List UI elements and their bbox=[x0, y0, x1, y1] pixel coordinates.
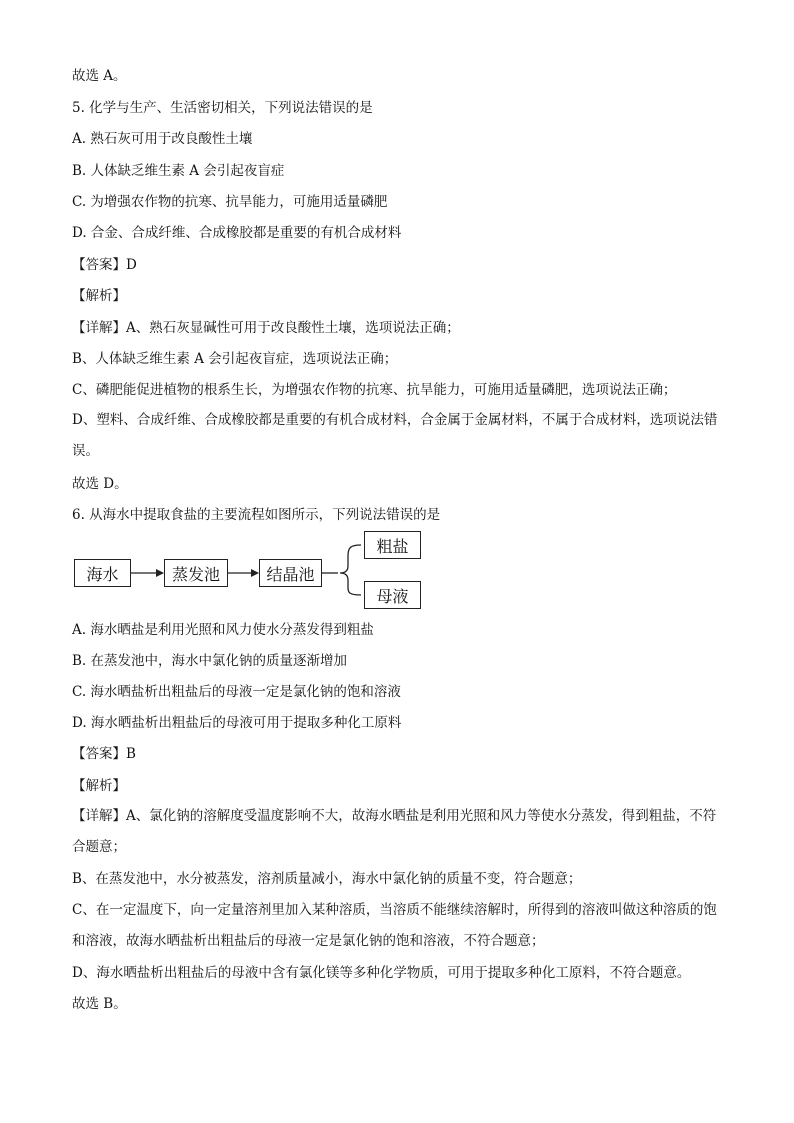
question-6-detail-c: C、在一定温度下，向一定量溶剂里加入某种溶质，当溶质不能继续溶解时，所得到的溶液叫做这种溶质的饱和溶液，故海水晒盐析出粗盐后的母液一定是氯化钠的饱和溶液，不符合题意； bbox=[72, 902, 717, 949]
question-5-stem: 5. 化学与生产、生活密切相关，下列说法错误的是 bbox=[72, 100, 373, 116]
answer-value: B bbox=[126, 746, 136, 762]
question-6-option-a: A. 海水晒盐是利用光照和风力使水分蒸发得到粗盐 bbox=[72, 622, 374, 638]
question-6-option-d: D. 海水晒盐析出粗盐后的母液可用于提取多种化工原料 bbox=[72, 715, 402, 731]
question-5-detail-a bbox=[72, 319, 460, 337]
question-6-conclusion: 故选 B。 bbox=[72, 996, 127, 1012]
flow-box-evaporation-pond: 蒸发池 bbox=[164, 559, 228, 587]
question-5-analysis-tag: 【解析】 bbox=[72, 288, 126, 304]
question-6-stem: 6. 从海水中提取食盐的主要流程如图所示，下列说法错误的是 bbox=[72, 507, 441, 523]
question-5-option-a: A. 熟石灰可用于改良酸性土壤 bbox=[72, 131, 253, 147]
brace-split bbox=[340, 545, 361, 595]
flow-box-mother-liquor: 母液 bbox=[364, 581, 421, 609]
answer-value: D bbox=[126, 257, 137, 273]
flow-box-crystallization-pond: 结晶池 bbox=[259, 559, 322, 587]
question-5-option-d: D. 合金、合成纤维、合成橡胶都是重要的有机合成材料 bbox=[72, 225, 402, 241]
question-6-answer bbox=[72, 745, 136, 763]
question-5-conclusion: 故选 D。 bbox=[72, 476, 128, 492]
question-5-option-c: C. 为增强农作物的抗寒、抗旱能力，可施用适量磷肥 bbox=[72, 194, 388, 210]
question-6-option-c: C. 海水晒盐析出粗盐后的母液一定是氯化钠的饱和溶液 bbox=[72, 684, 401, 700]
question-5-option-b: B. 人体缺乏维生素 A 会引起夜盲症 bbox=[72, 163, 285, 179]
question-5-answer bbox=[72, 256, 137, 274]
question-5-detail-c: C、磷肥能促进植物的根系生长，为增强农作物的抗寒、抗旱能力，可施用适量磷肥，选项说法正确； bbox=[72, 382, 677, 398]
question-5-detail-b: B、人体缺乏维生素 A 会引起夜盲症，选项说法正确； bbox=[72, 351, 398, 367]
detail-tag: 【详解】 bbox=[72, 320, 126, 336]
answer-tag: 【答案】 bbox=[72, 257, 126, 273]
flow-box-seawater: 海水 bbox=[74, 559, 131, 587]
answer-tag: 【答案】 bbox=[72, 746, 126, 762]
detail-text: A、氯化钠的溶解度受温度影响不大，故海水晒盐是利用光照和风力等使水分蒸发，得到粗盐，不符合题意； bbox=[72, 808, 717, 855]
question-6-detail-b: B、在蒸发池中，水分被蒸发，溶剂质量减小，海水中氯化钠的质量不变，符合题意； bbox=[72, 871, 582, 887]
detail-tag: 【详解】 bbox=[72, 808, 126, 824]
question-6-option-b: B. 在蒸发池中，海水中氯化钠的质量逐渐增加 bbox=[72, 653, 348, 669]
question-6-detail-a bbox=[72, 801, 724, 863]
detail-text: A、熟石灰显碱性可用于改良酸性土壤，选项说法正确； bbox=[126, 320, 460, 336]
flow-box-crude-salt: 粗盐 bbox=[364, 531, 421, 559]
previous-conclusion: 故选 A。 bbox=[72, 68, 127, 84]
question-6-analysis-tag: 【解析】 bbox=[72, 778, 126, 794]
question-6-detail-d: D、海水晒盐析出粗盐后的母液中含有氯化镁等多种化学物质，可用于提取多种化工原料，不符合题意。 bbox=[72, 965, 691, 981]
question-5-detail-d: D、塑料、合成纤维、合成橡胶都是重要的有机合成材料，合金属于金属材料，不属于合成材料，选项说法错误。 bbox=[72, 412, 718, 459]
